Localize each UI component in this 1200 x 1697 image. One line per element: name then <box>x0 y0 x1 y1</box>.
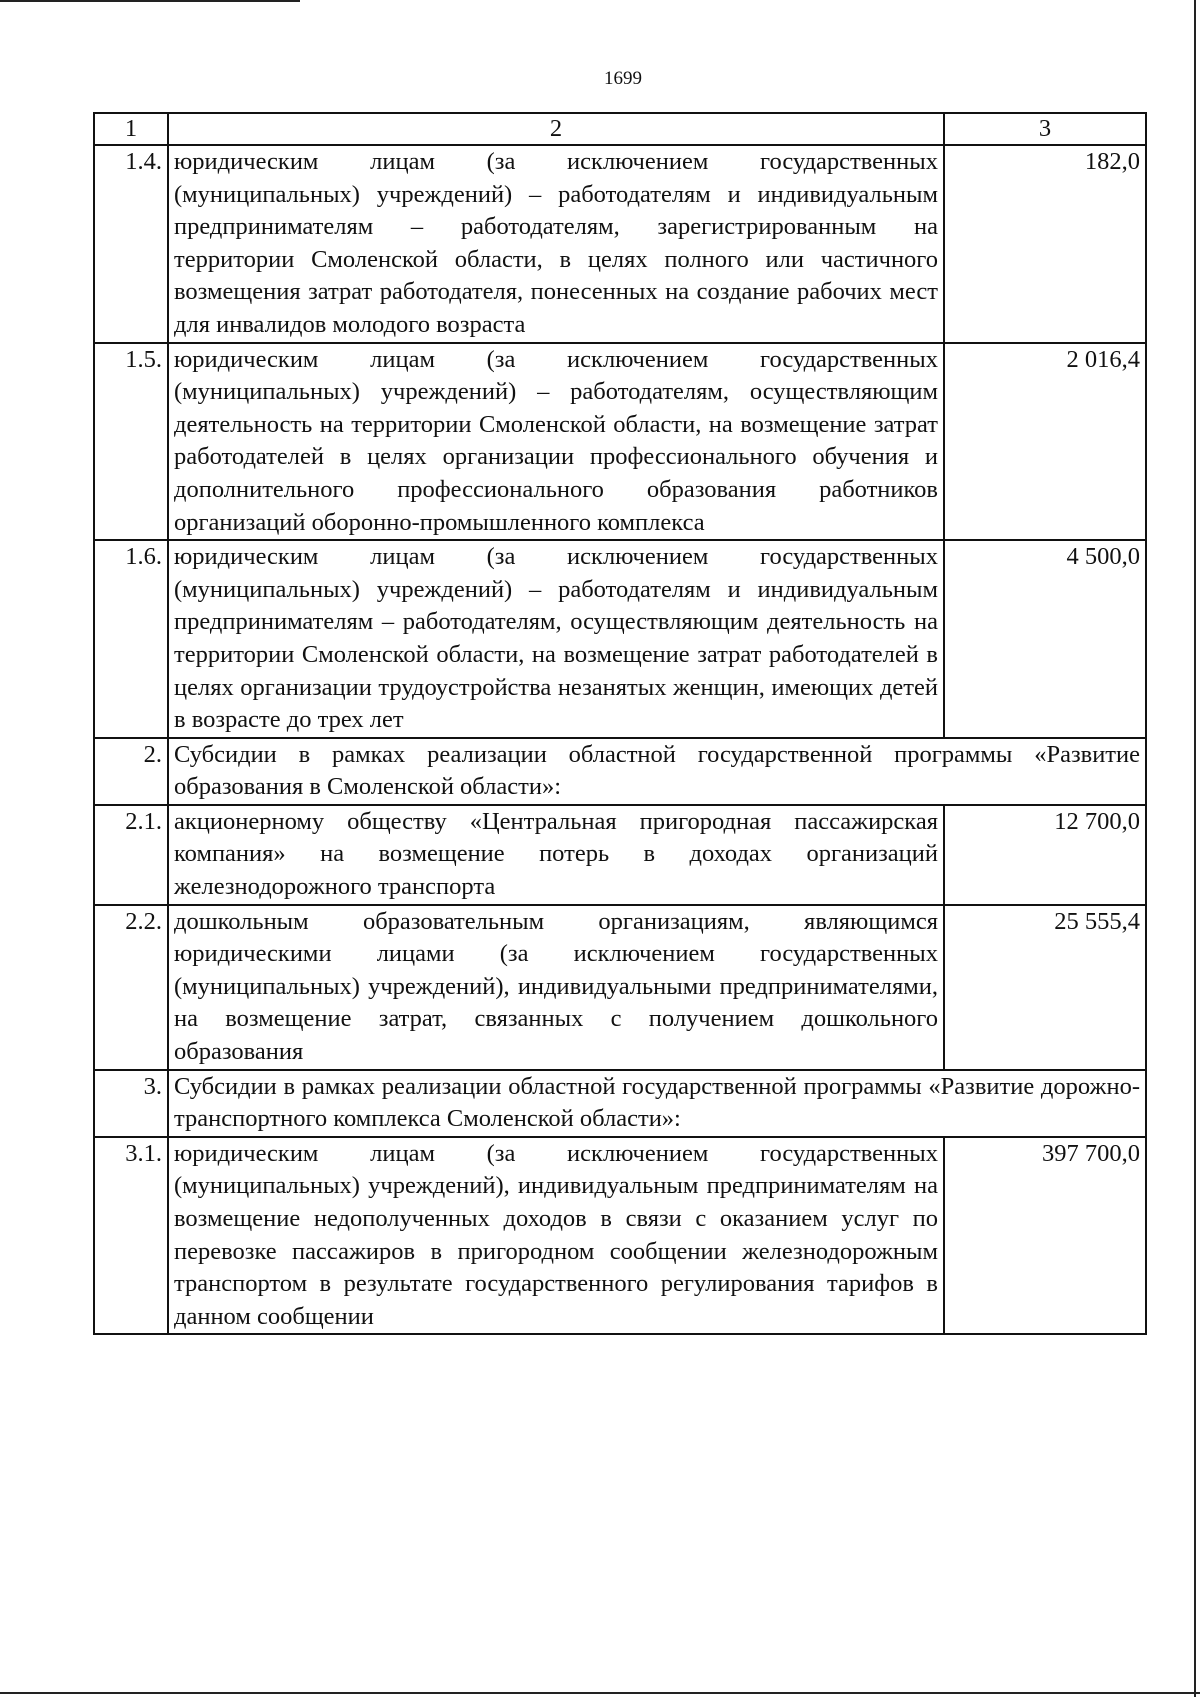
row-text: акционерному обществу «Центральная пригородная пассажирская компания» на возмещение потерь в доходах организаций железнодорожного транспорта <box>168 805 944 905</box>
row-amount: 25 555,4 <box>944 905 1146 1070</box>
row-number: 1.4. <box>94 145 168 343</box>
row-text: юридическим лицам (за исключением государственных (муниципальных) учреждений) – работодателям, осуществляющим деятельность на территории Смоленской области, на возмещение затрат работодателей в целях организации профессионального обучения и дополнительного профессионального образования работников организаций оборонно-промышленного комплекса <box>168 343 944 541</box>
subsidy-table <box>93 112 1147 1335</box>
row-number: 2.1. <box>94 805 168 905</box>
row-text: дошкольным образовательным организациям, являющимся юридическими лицами (за исключением государственных (муниципальных) учреждений), индивидуальными предпринимателями, на возмещение затрат, связанных с получением дошкольного образования <box>168 905 944 1070</box>
section-number: 2. <box>94 738 168 805</box>
section-heading: Субсидии в рамках реализации областной государственной программы «Развитие дорожно-транспортного комплекса Смоленской области»: <box>168 1070 1146 1137</box>
header-cell-1: 1 <box>94 113 168 145</box>
page-number: 1699 <box>604 68 642 89</box>
row-amount: 2 016,4 <box>944 343 1146 541</box>
row-amount: 4 500,0 <box>944 540 1146 738</box>
row-text: юридическим лицам (за исключением государственных (муниципальных) учреждений) – работодателям и индивидуальным предпринимателям – работодателям, осуществляющим деятельность на территории Смоленской области, на возмещение затрат работодателей в целях организации трудоустройства незанятых женщин, имеющих детей в возрасте до трех лет <box>168 540 944 738</box>
scan-edge-bottom <box>0 1692 1200 1694</box>
row-amount: 182,0 <box>944 145 1146 343</box>
row-number: 3.1. <box>94 1137 168 1335</box>
scan-edge-right <box>1194 0 1196 1697</box>
section-heading: Субсидии в рамках реализации областной государственной программы «Развитие образования в Смоленской области»: <box>168 738 1146 805</box>
row-number: 1.6. <box>94 540 168 738</box>
section-row <box>94 738 1146 805</box>
table-row <box>94 1137 1146 1335</box>
header-cell-3: 3 <box>944 113 1146 145</box>
section-number: 3. <box>94 1070 168 1137</box>
section-row <box>94 1070 1146 1137</box>
table-row <box>94 540 1146 738</box>
scan-edge-top <box>0 0 300 2</box>
table-row <box>94 805 1146 905</box>
row-text: юридическим лицам (за исключением государственных (муниципальных) учреждений) – работодателям и индивидуальным предпринимателям – работодателям, зарегистрированным на территории Смоленской области, в целях полного или частичного возмещения затрат работодателя, понесенных на создание рабочих мест для инвалидов молодого возраста <box>168 145 944 343</box>
row-number: 1.5. <box>94 343 168 541</box>
table-row <box>94 343 1146 541</box>
table-header-row <box>94 113 1146 145</box>
table-row <box>94 905 1146 1070</box>
row-amount: 397 700,0 <box>944 1137 1146 1335</box>
table-row <box>94 145 1146 343</box>
header-cell-2: 2 <box>168 113 944 145</box>
row-text: юридическим лицам (за исключением государственных (муниципальных) учреждений), индивидуальным предпринимателям на возмещение недополученных доходов в связи с оказанием услуг по перевозке пассажиров в пригородном сообщении железнодорожным транспортом в результате государственного регулирования тарифов в данном сообщении <box>168 1137 944 1335</box>
row-number: 2.2. <box>94 905 168 1070</box>
row-amount: 12 700,0 <box>944 805 1146 905</box>
